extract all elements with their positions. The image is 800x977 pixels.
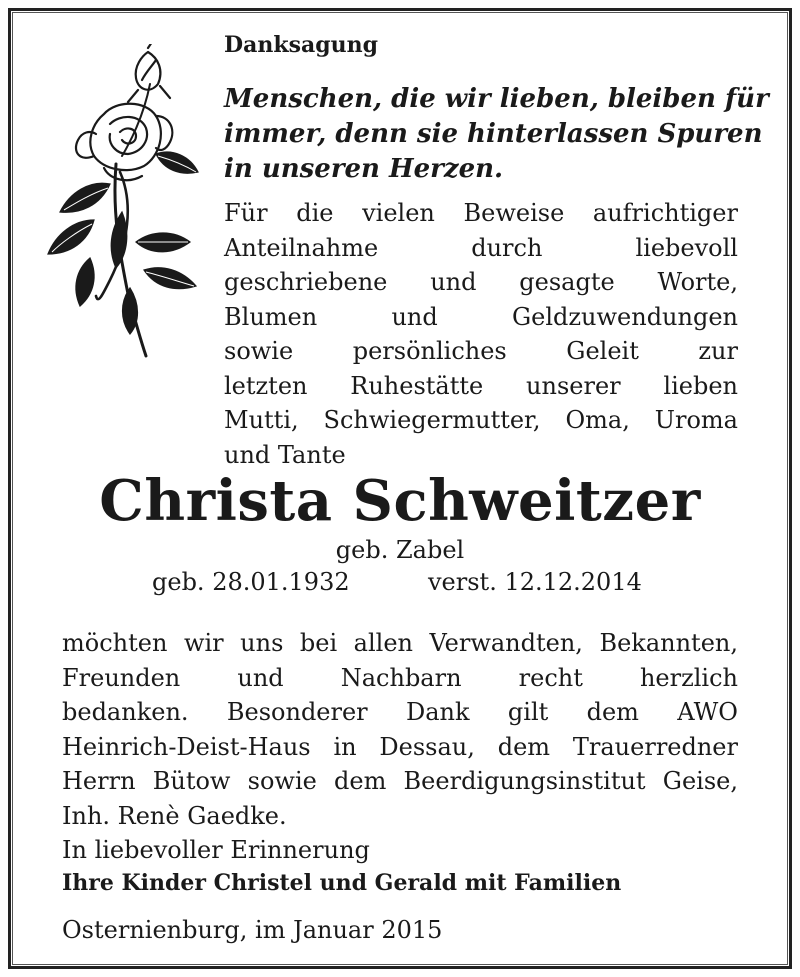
word: wir	[183, 629, 224, 657]
word: Dessau,	[379, 732, 475, 761]
word: und	[237, 663, 284, 692]
word: bedanken.	[62, 698, 189, 726]
word: Beerdigungsinstitut	[403, 767, 646, 795]
word: Ruhestätte	[350, 371, 484, 400]
word: Nachbarn	[340, 663, 462, 692]
motto	[224, 82, 769, 187]
intro-line	[224, 369, 738, 404]
word: Freunden	[62, 663, 181, 692]
word: geschriebene	[224, 268, 388, 296]
word: recht	[518, 663, 583, 692]
word: vielen	[362, 199, 435, 227]
word: allen	[353, 629, 413, 657]
word: gesagte	[519, 268, 615, 296]
word: Geldzuwendungen	[511, 302, 738, 331]
intro-line	[224, 231, 738, 266]
thanks-line-last: Inh. Renè Gaedke.	[62, 801, 287, 830]
word: uns	[240, 629, 284, 657]
motto-line: in unseren Herzen.	[224, 154, 504, 184]
word: Beweise	[463, 199, 565, 227]
word: zur	[698, 337, 738, 365]
word: liebevoll	[635, 233, 738, 262]
word: gilt	[507, 698, 549, 726]
word: Besonderer	[226, 698, 368, 726]
deceased-name: Christa Schweitzer	[99, 468, 701, 534]
thanks-line	[62, 626, 738, 661]
word: und	[391, 302, 438, 331]
word: dem	[586, 698, 639, 726]
intro-line	[224, 334, 738, 369]
word: herzlich	[639, 663, 738, 692]
word: Uroma	[654, 406, 738, 434]
word: Bütow	[152, 767, 231, 795]
life-dates	[152, 568, 652, 596]
word: lieben	[663, 371, 738, 400]
place-date: Osternienburg, im Januar 2015	[62, 916, 443, 944]
intro-line	[224, 300, 738, 335]
family-signature: Ihre Kinder Christel und Gerald mit Familien	[62, 870, 622, 896]
birth-name: geb. Zabel	[335, 536, 465, 564]
word: unserer	[526, 371, 621, 400]
word: durch	[471, 233, 543, 262]
word: dem	[497, 732, 551, 761]
thanks-line	[62, 661, 738, 696]
intro-text	[224, 196, 738, 472]
intro-line	[224, 265, 738, 300]
word: möchten	[62, 629, 168, 657]
thanks-line	[62, 764, 738, 799]
word: und	[430, 268, 477, 296]
word: Für	[224, 199, 268, 227]
word: Blumen	[224, 302, 318, 331]
thanks-line	[62, 695, 738, 730]
word: Oma,	[565, 406, 630, 434]
closing-phrase: In liebevoller Erinnerung	[62, 836, 370, 864]
word: die	[296, 199, 334, 227]
intro-line	[224, 196, 738, 231]
word: Heinrich-Deist-Haus	[62, 732, 311, 761]
word: sowie	[224, 337, 294, 365]
word: dem	[334, 767, 387, 795]
word: Anteilnahme	[224, 233, 379, 262]
word: Geise,	[662, 767, 738, 795]
word: Dank	[406, 698, 470, 726]
word: in	[333, 732, 357, 761]
rose-icon	[24, 44, 214, 364]
word: persönliches	[352, 337, 507, 365]
word: bei	[299, 629, 338, 657]
word: Worte,	[657, 268, 738, 296]
word: Mutti,	[224, 406, 299, 434]
motto-line: Menschen, die wir lieben, bleiben für	[224, 84, 769, 114]
word: Bekannten,	[599, 629, 738, 657]
death-date: verst. 12.12.2014	[428, 568, 642, 596]
word: sowie	[247, 767, 317, 795]
motto-line: immer, denn sie hinterlassen Spuren	[224, 119, 763, 149]
word: letzten	[224, 371, 308, 400]
intro-line	[224, 403, 738, 438]
word: Schwiegermutter,	[323, 406, 541, 434]
birth-date: geb. 28.01.1932	[152, 568, 350, 596]
word: Trauerredner	[572, 732, 738, 761]
thanks-line	[62, 730, 738, 765]
word: Verwandten,	[429, 629, 583, 657]
word: aufrichtiger	[592, 199, 738, 227]
heading: Danksagung	[224, 32, 378, 58]
word: AWO	[677, 698, 738, 726]
thanks-text	[62, 626, 738, 833]
word: Geleit	[566, 337, 639, 365]
intro-line-last: und Tante	[224, 440, 346, 469]
word: Herrn	[62, 767, 136, 795]
